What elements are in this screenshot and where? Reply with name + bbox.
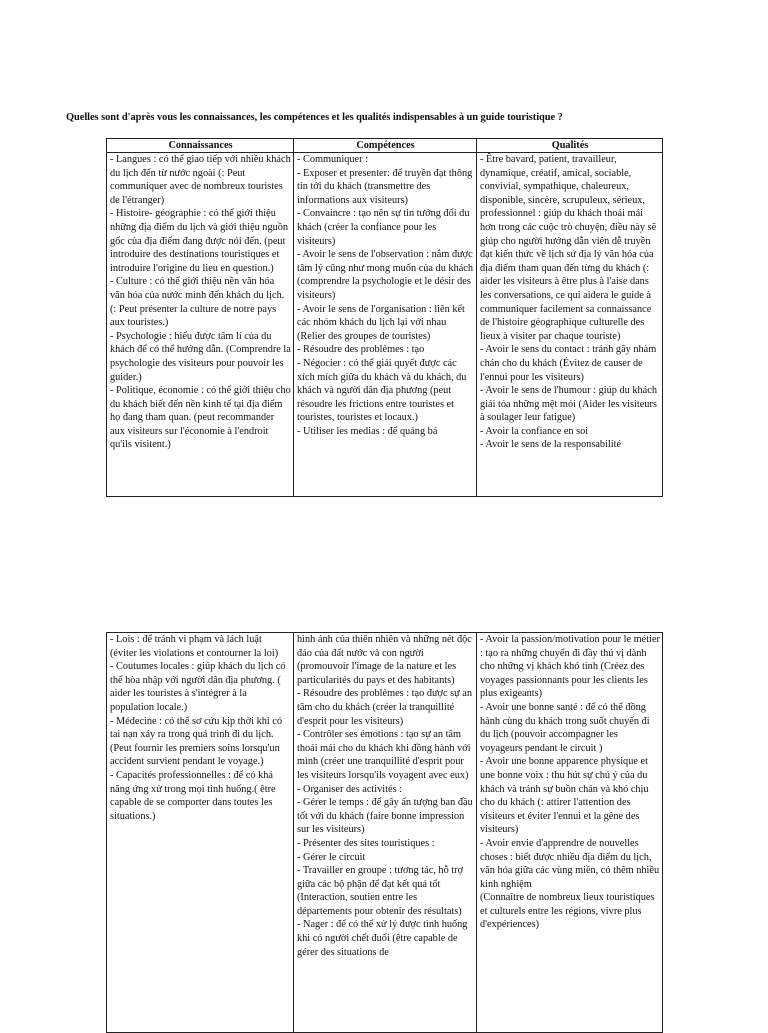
cell-connaissances	[107, 153, 294, 497]
header-qualites: Qualités	[477, 139, 663, 153]
header-connaissances: Connaissances	[107, 139, 294, 153]
cell-qualites	[477, 153, 663, 497]
question-title: Quelles sont d'après vous les connaissances, les compétences et les qualités indispensables à un guide touristique ?	[66, 112, 563, 123]
qualites-text: - Avoir la passion/motivation pour le métier : tạo ra những chuyến đi đầy thú vị dành cho những vị khách khó tính (Créez des voyages passionnants pour les clients les plus exigeants) - Avoir une bonne santé : để có thể đồng hành cùng du khách trong suốt chuyến đi du lịch (pouvoir accompagner les voyageurs pendant le circuit ) - Avoir une bonne apparence physique et une bonne voix : thu hút sự chú ý của du khách và tránh sự buồn chán và khó chịu cho du khách (: attirer l'attention des visiteurs et éviter l'ennui et la gêne des visiteurs) - Avoir envie d'apprendre de nouvelles choses : biết được nhiều địa điểm du lịch, văn hóa giữa các vùng miền, có thêm nhiều kinh nghiệm (Connaître de nombreux lieux touristiques et culturels entre les régions, vivre plus d'expériences)	[480, 634, 660, 931]
skills-table-part-2	[106, 632, 663, 1033]
table-row	[107, 633, 663, 1033]
table-header-row	[107, 139, 663, 153]
connaissances-text: - Lois : để tránh vi phạm và lách luật (éviter les violations et contourner la loi) - Coutumes locales : giúp khách du lịch có thể hòa nhập với người dân địa phương. ( aider les touristes à s'intégrer à la population locale.) - Médecine : có thể sơ cứu kịp thời khi có tai nạn xảy ra trong quá trình đi du lịch. (Peut fournir les premiers soins lorsqu'un accident survient pendant le voyage.) - Capacités professionnelles : để có khả năng ứng xử trong mọi tình huống.( être capable de se comporter dans toutes les situations.)	[110, 634, 286, 822]
table-row	[107, 153, 663, 497]
connaissances-text: - Langues : có thể giao tiếp với nhiều khách du lịch đến từ nước ngoài (: Peut communiquer avec de nombreux touristes de l'étranger) - Histoire- géographie : có thể giới thiệu những địa điểm du lịch và giới thiệu nguồn gốc của địa điểm đang được nói đến. (peut introduire des destinations touristiques et introduire l'origine du lieu en question.) - Culture : có thể giới thiệu nền văn hóa văn hóa của nước mình đến khách du lịch. (: Peut présenter la culture de notre pays aux touristes.) - Psychologie : hiểu được tâm lí của du khách để có thể hướng dẫn. (Comprendre la psychologie des visiteurs pour pouvoir les guider.) - Politique, économie : có thể giới thiệu cho du khách biết đến nền kinh tế tại địa điểm họ đang tham quan. (peut recommander aux visiteurs sur l'économie à l'endroit qu'ils visitent.)	[110, 154, 291, 451]
cell-competences	[294, 153, 477, 497]
header-competences: Compétences	[294, 139, 477, 153]
competences-text: - Communiquer : - Exposer et presenter: để truyền đạt thông tin tới du khách (transmettre des informations aux visiteurs) - Convaincre : tạo nên sự tin tưởng đối du khách (créer la confiance pour les visiteurs) - Avoir le sens de l'observation : nắm được tâm lý cũng như mong muốn của du khách (comprendre la psychologie et le désir des visiteurs) - Avoir le sens de l'organisation : liên kết các nhóm khách du lịch lại với nhau (Relier des groupes de touristes) - Résoudre des problèmes : tạo - Négocier : có thể giải quyết được các xích mích giữa du khách và du khách, du khách và người dân địa phương (peut résoudre les frictions entre touristes et touristes, touristes et locaux.) - Utiliser les medias : để quảng bá	[297, 154, 474, 437]
cell-qualites	[477, 633, 663, 1033]
qualites-text: - Être bavard, patient, travailleur, dynamique, créatif, amical, sociable, convivial, sympathique, chaleureux, disponible, sincère, scrupuleux, sérieux, professionnel : giúp du khách thoải mái hơn trong các cuộc trò chuyện, điều này sẽ giúp cho người hướng dẫn viên dễ truyền đạt kiến thức về lịch sử địa lý văn hóa của địa điểm tham quan đến từng du khách (: aider les visiteurs à être plus à l'aise dans les conversations, ce qui aidera le guide à communiquer facilement sa connaissance de l'histoire géographique culturelle des lieux à visiter par chaque touriste) - Avoir le sens du contact : tránh gây nhàm chán cho du khách (Évitez de causer de l'ennui pour les visiteurs) - Avoir le sens de l'humour : giúp du khách giải tỏa những mệt mỏi (Aider les visiteurs à soulager leur fatigue) - Avoir la confiance en soi - Avoir le sens de la responsabilité	[480, 154, 657, 451]
cell-connaissances	[107, 633, 294, 1033]
skills-table-part-1	[106, 138, 663, 497]
cell-competences	[294, 633, 477, 1033]
competences-text: hình ảnh của thiên nhiên và những nét độc đáo của đất nước và con người (promouvoir l'image de la nature et les particularités du pays et des habitants) - Résoudre des problèmes : tạo được sự an tâm cho du khách (créer la tranquillité d'esprit pour les visiteurs) - Contrôler ses émotions : tạo sự an tâm thoải mái cho du khách khi đồng hành với mình (créer une tranquillité d'esprit pour les visiteurs lorsqu'ils voyagent avec eux) - Organiser des activités : - Gérer le temps : để gây ấn tượng ban đầu tốt với du khách (faire bonne impression sur les visiteurs) - Présenter des sites touristiques : - Gérer le circuit - Travailler en groupe : tương tác, hỗ trợ giữa các bộ phận để đạt kết quả tốt (Interaction, soutien entre les départements pour obtenir des résultats) - Nager : để có thể xử lý được tình huống khi có người chết đuối (être capable de gérer des situations de	[297, 634, 473, 958]
